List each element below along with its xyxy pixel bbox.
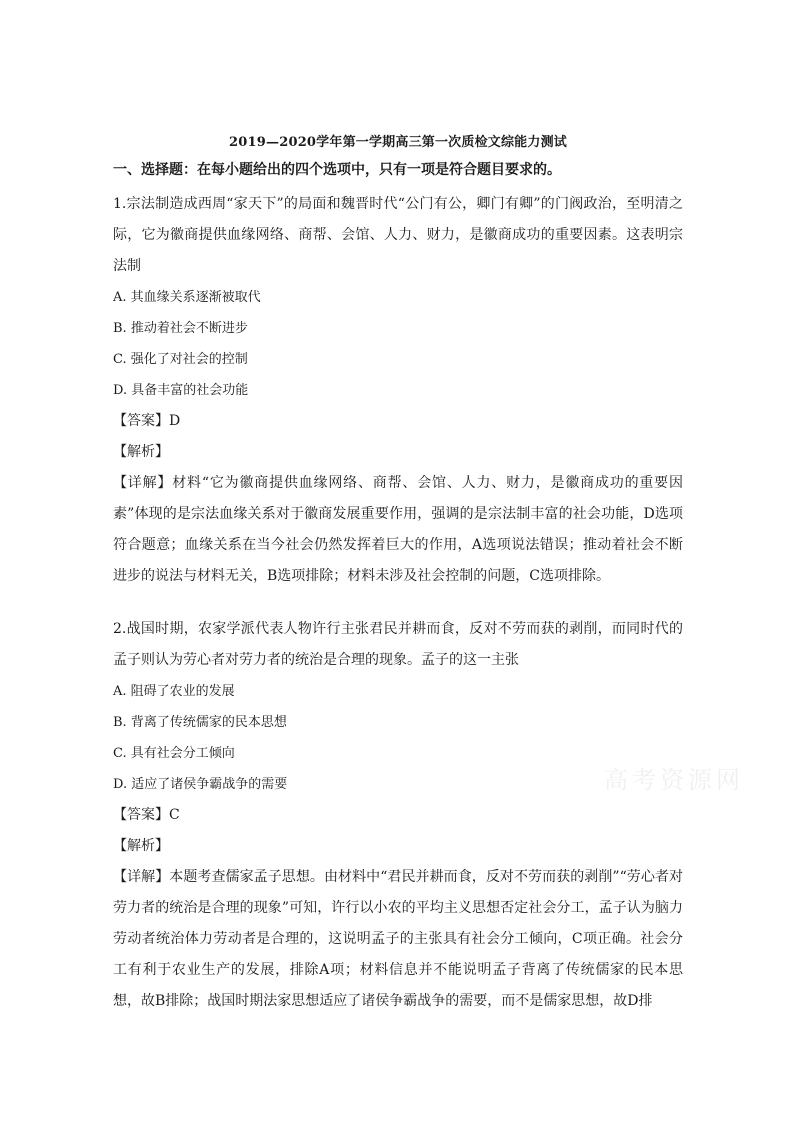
question-2 xyxy=(113,614,683,1017)
watermark: 高考资源网 xyxy=(604,766,744,794)
option-b: B. 推动着社会不断进步 xyxy=(113,321,248,336)
question-1 xyxy=(113,189,683,592)
option-a: A. 阻碍了农业的发展 xyxy=(113,684,235,699)
question-stem: 2.战国时期，农家学派代表人物许行主张君民并耕而食，反对不劳而获的剥削，而同时代的孟子则认为劳心者对劳力者的统治是合理的现象。孟子的这一主张 xyxy=(113,621,683,668)
analysis-label: 【解析】 xyxy=(113,838,169,854)
question-spacer xyxy=(113,592,683,614)
document-title: 2019—2020学年第一学期高三第一次质检文综能力测试 xyxy=(229,135,567,150)
detail-explanation: 【详解】本题考查儒家孟子思想。由材料中“君民并耕而食，反对不劳而获的剥削”“劳心者对劳力者的统治是合理的现象”可知，许行以小农的平均主义思想否定社会分工，孟子认为脑力劳动者统治体力劳动者是合理的，这说明孟子的主张具有社会分工倾向，C项正确。社会分工有利于农业生产的发展，排除A项；材料信息并不能说明孟子背离了传统儒家的民本思想，故B排除；战国时期法家思想适应了诸侯争霸战争的需要，而不是儒家思想，故D排 xyxy=(113,869,683,1009)
analysis-label: 【解析】 xyxy=(113,444,169,460)
option-a: A. 其血缘关系逐渐被取代 xyxy=(113,290,261,305)
option-c: C. 具有社会分工倾向 xyxy=(113,746,235,761)
option-c: C. 强化了对社会的控制 xyxy=(113,352,248,367)
document-content xyxy=(113,133,683,1017)
question-stem: 1.宗法制造成西周“家天下”的局面和魏晋时代“公门有公，卿门有卿”的门阀政治，至明清之际，它为徽商提供血缘网络、商帮、会馆、人力、财力，是徽商成功的重要因素。这表明宗法制 xyxy=(113,196,683,274)
answer-line: 【答案】D xyxy=(113,413,181,429)
option-b: B. 背离了传统儒家的民本思想 xyxy=(113,715,287,730)
detail-explanation: 【详解】材料“它为徽商提供血缘网络、商帮、会馆、人力、财力，是徽商成功的重要因素”体现的是宗法血缘关系对于徽商发展重要作用，强调的是宗法制丰富的社会功能，D选项符合题意；血缘关系在当今社会仍然发挥着巨大的作用，A选项说法错误；推动着社会不断进步的说法与材料无关，B选项排除；材料未涉及社会控制的问题，C选项排除。 xyxy=(113,475,683,584)
section-heading: 一、选择题：在每小题给出的四个选项中，只有一项是符合题目要求的。 xyxy=(113,162,561,178)
answer-line: 【答案】C xyxy=(113,807,180,823)
option-d: D. 适应了诸侯争霸战争的需要 xyxy=(113,777,288,792)
option-d: D. 具备丰富的社会功能 xyxy=(113,383,249,398)
